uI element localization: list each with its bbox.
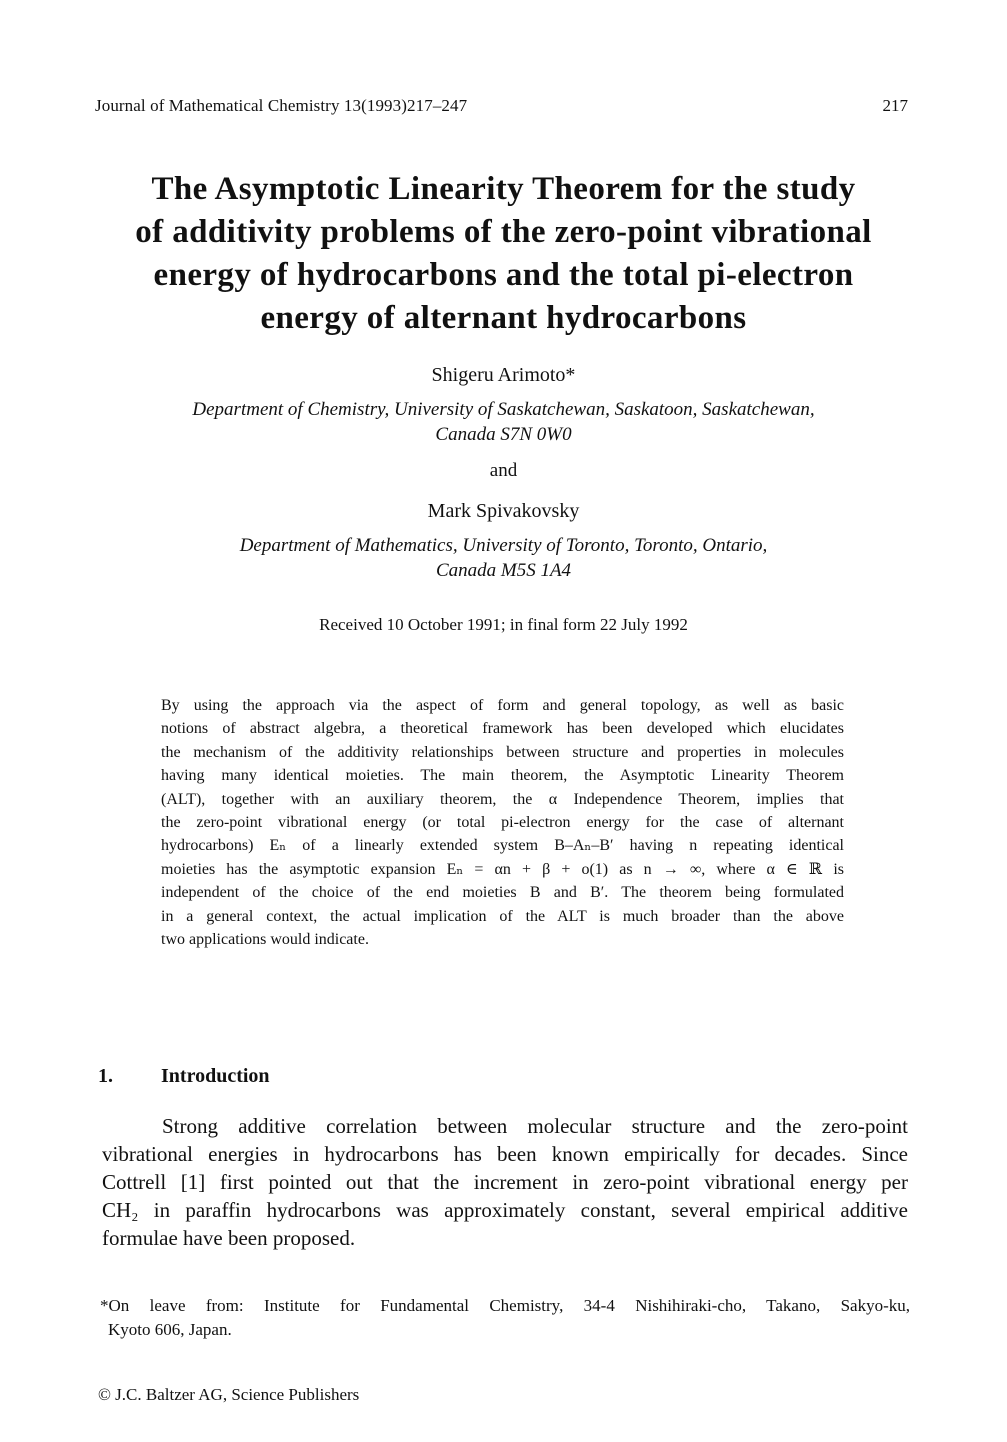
journal-header: Journal of Mathematical Chemistry 13(1993)217–247 [95, 96, 468, 115]
abstract-line: moieties has the asymptotic expansion Eₙ = αn + β + o(1) as n → ∞, where α ∈ ℝ is [161, 860, 844, 878]
intro-line: vibrational energies in hydrocarbons has been known empirically for decades. Since [102, 1142, 908, 1166]
abstract-line: hydrocarbons) Eₙ of a linearly extended system B–Aₙ–B′ having n repeating identical [161, 837, 844, 855]
paper-title [90, 168, 917, 340]
abstract-line: in a general context, the actual implication of the ALT is much broader than the above [161, 907, 844, 925]
affiliation-line: Department of Chemistry, University of Saskatchewan, Saskatoon, Saskatchewan, [192, 399, 815, 420]
author-affiliation [0, 397, 1007, 447]
page-number: 217 [882, 96, 908, 115]
abstract-line: (ALT), together with an auxiliary theorem, the α Independence Theorem, implies that [161, 790, 844, 808]
author-name: Shigeru Arimoto* [431, 364, 576, 386]
abstract-line: two applications would indicate. [161, 931, 369, 949]
title-line: energy of alternant hydrocarbons [260, 300, 747, 336]
intro-line: CH₂ in paraffin hydrocarbons was approximately constant, several empirical additive [102, 1198, 908, 1222]
abstract-line: By using the approach via the aspect of form and general topology, as well as basic [161, 697, 844, 714]
intro-paragraph [102, 1112, 908, 1252]
author-name: Mark Spivakovsky [427, 500, 580, 522]
abstract-line: the zero-point vibrational energy (or total pi-electron energy for the case of alternant [161, 814, 844, 832]
abstract-line: independent of the choice of the end moieties B and B′. The theorem being formulated [161, 884, 844, 902]
affiliation-line: Canada S7N 0W0 [435, 424, 572, 445]
abstract-line: the mechanism of the additivity relationships between structure and properties in molecules [161, 743, 844, 761]
title-line: energy of hydrocarbons and the total pi-electron [153, 257, 854, 293]
received-date: Received 10 October 1991; in final form 22 July 1992 [319, 615, 688, 634]
footnote-line: Kyoto 606, Japan. [108, 1320, 232, 1339]
title-line: The Asymptotic Linearity Theorem for the study [151, 171, 856, 207]
footnote [100, 1294, 910, 1342]
title-line: of additivity problems of the zero-point vibrational [135, 214, 872, 250]
intro-line: formulae have been proposed. [102, 1226, 356, 1250]
author-separator: and [489, 460, 518, 481]
section-number: 1. [98, 1065, 113, 1087]
abstract [161, 694, 844, 951]
affiliation-line: Canada M5S 1A4 [435, 560, 572, 581]
footnote-line: *On leave from: Institute for Fundamental Chemistry, 34-4 Nishihiraki-cho, Takano, Sakyo-ku, [100, 1296, 910, 1315]
abstract-line: having many identical moieties. The main theorem, the Asymptotic Linearity Theorem [161, 767, 844, 785]
copyright-notice: © J.C. Baltzer AG, Science Publishers [98, 1385, 360, 1404]
intro-line: Cottrell [1] first pointed out that the increment in zero-point vibrational energy per [102, 1170, 908, 1194]
affiliation-line: Department of Mathematics, University of Toronto, Toronto, Ontario, [239, 535, 768, 556]
author-affiliation [0, 533, 1007, 583]
intro-line: Strong additive correlation between molecular structure and the zero-point [162, 1114, 908, 1138]
abstract-line: notions of abstract algebra, a theoretical framework has been developed which elucidates [161, 720, 844, 738]
section-title: Introduction [161, 1065, 270, 1087]
